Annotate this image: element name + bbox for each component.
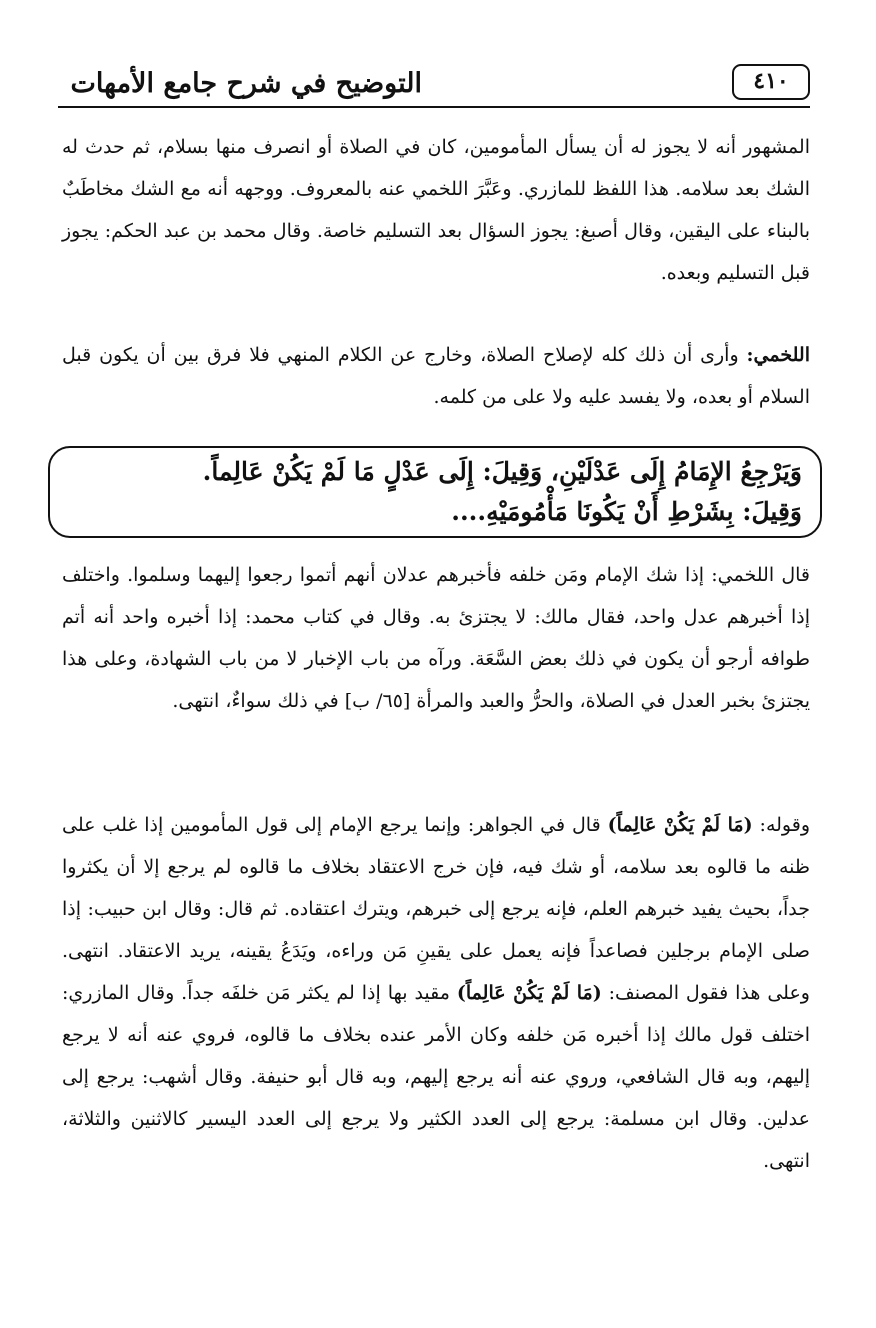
header-divider xyxy=(58,106,810,108)
paragraph-4-after: مقيد بها إذا لم يكثر مَن خلفَه جداً. وقال المازري: اختلف قول مالك إذا أخبره مَن خلفه وكان الأمر عنده بخلاف ما قالوه، فروي عنه أنه لا يرجع إليهم، وبه قال الشافعي، وروي عنه أنه يرجع إليهم، وبه قال أبو حنيفة. وقال أشهب: يرجع إلى عدلين. وقال ابن مسلمة: يرجع إلى العدد الكثير ولا يرجع إلى العدد اليسير كالاثنين والثلاثة، انتهى. xyxy=(62,982,810,1172)
paragraph-2-text: وأرى أن ذلك كله لإصلاح الصلاة، وخارج عن الكلام المنهي فلا فرق بين أن يكون قبل السلام أو بعده، ولا يفسد عليه ولا على من كلمه. xyxy=(62,344,810,408)
book-title: التوضيح في شرح جامع الأمهات xyxy=(70,68,422,99)
paragraph-3: قال اللخمي: إذا شك الإمام ومَن خلفه فأخبرهم عدلان أنهم أتموا رجعوا إليهما وسلموا. واختلف إذا أخبرهم عدل واحد، فقال مالك: لا يجتزئ به. وقال في كتاب محمد: إذا أخبره واحد أنه أتم طوافه أرجو أن يكون في ذلك بعض السَّعَة. ورآه من باب الإخبار لا من باب الشهادة، وعلى هذا يجتزئ بخبر العدل في الصلاة، والحرُّ والعبد والمرأة [٦٥/ ب] في ذلك سواءٌ، انتهى. xyxy=(62,564,810,712)
quoted-matn-2: (مَا لَمْ يَكُنْ عَالِماً) xyxy=(456,982,602,1004)
paragraph-4-middle: قال في الجواهر: وإنما يرجع الإمام إلى قول المأمومين إذا غلب على ظنه ما قالوه بعد سلامه، أو شك فيه، فإن خرج الاعتقاد بخلاف ما قالوه لم يرجع إلا أن يكثروا جداً، بحيث يفيد خبرهم العلم، فإنه يرجع إلى خبرهم، ويترك اعتقاده. ثم قال: وقال ابن حبيب: إذا صلى الإمام برجلين فصاعداً فإنه يعمل على يقينِ مَن وراءه، ويَدَعُ يقينه، يريد الاعتقاد. انتهى. وعلى هذا فقول المصنف: xyxy=(62,814,810,1004)
page-number: ٤١٠ xyxy=(732,64,810,100)
paragraph-1: المشهور أنه لا يجوز له أن يسأل المأمومين، كان في الصلاة أو انصرف منها بسلام، ثم حدث له الشك بعد سلامه. هذا اللفظ للمازري. وعَبَّرَ اللخمي عنه بالمعروف. ووجهه أنه مع الشك مخاطَبٌ بالبناء على اليقين، وقال أصبغ: يجوز السؤال بعد التسليم خاصة. وقال محمد بن عبد الحكم: يجوز قبل التسليم وبعده. xyxy=(62,136,810,284)
page-header xyxy=(58,62,810,112)
paragraph-2 xyxy=(62,334,810,418)
matn-line-2: وَقِيلَ: بِشَرْطِ أَنْ يَكُونَا مَأْمُومَيْهِ.... xyxy=(451,497,802,526)
quoted-matn-1: (مَا لَمْ يَكُنْ عَالِماً) xyxy=(607,814,753,836)
matn-line-1: وَيَرْجِعُ الإِمَامُ إِلَى عَدْلَيْنِ، وَقِيلَ: إِلَى عَدْلٍ مَا لَمْ يَكُنْ عَالِماً. xyxy=(202,457,802,486)
paragraph-4-before: وقوله: xyxy=(752,814,810,836)
matn-box xyxy=(48,446,822,538)
paragraph-4 xyxy=(62,804,810,1182)
paragraph-2-lead: اللخمي: xyxy=(746,344,810,366)
